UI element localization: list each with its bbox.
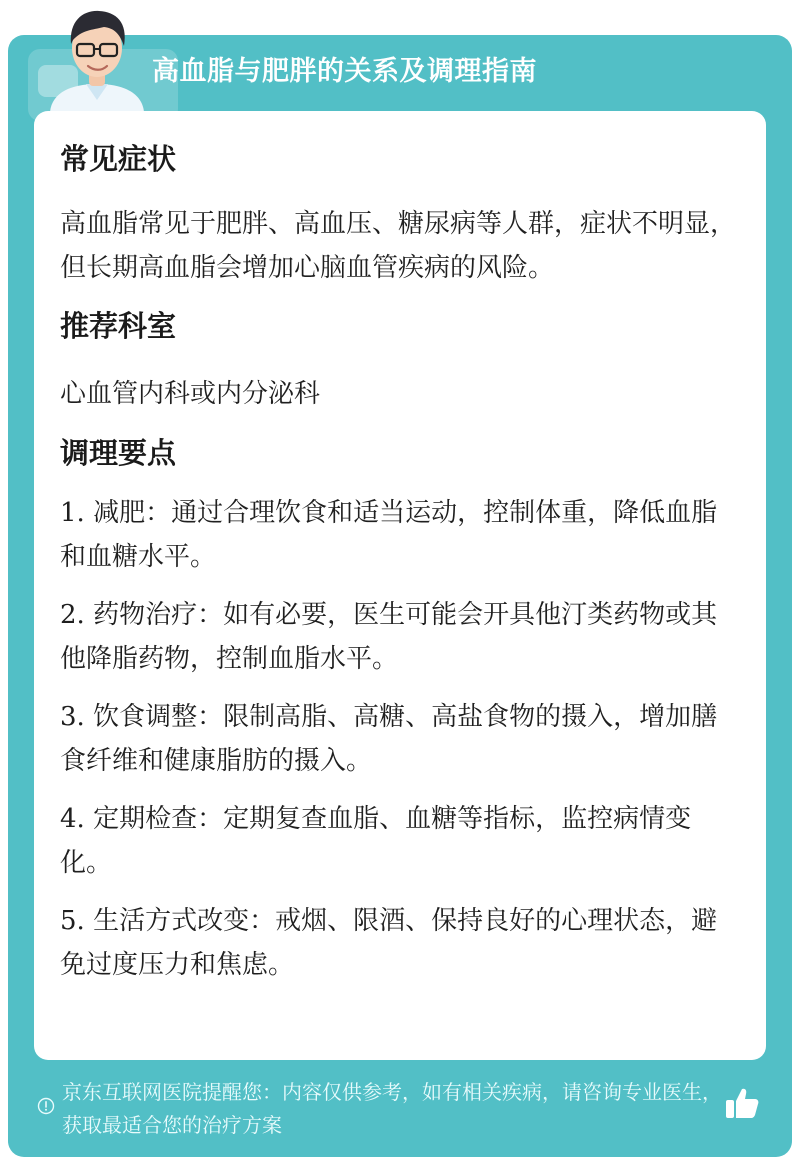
symptoms-heading: 常见症状 xyxy=(60,142,177,176)
content-card xyxy=(34,111,766,1060)
thumbs-up-icon[interactable] xyxy=(724,1086,760,1120)
list-item-number: 3. xyxy=(60,702,85,732)
list-item-number: 2. xyxy=(60,600,85,630)
list-item-text: 定期检查：定期复查血脂、血糖等指标，监控病情变化。 xyxy=(60,804,692,878)
department-text: 心血管内科或内分泌科 xyxy=(60,379,321,409)
list-item-text: 药物治疗：如有必要，医生可能会开具他汀类药物或其他降脂药物，控制血脂水平。 xyxy=(60,600,718,674)
list-item-text: 饮食调整：限制高脂、高糖、高盐食物的摄入，增加膳食纤维和健康脂肪的摄入。 xyxy=(60,702,718,776)
tips-heading: 调理要点 xyxy=(60,436,177,470)
symptoms-text: 高血脂常见于肥胖、高血压、糖尿病等人群，症状不明显，但长期高血脂会增加心脑血管疾病的风险。 xyxy=(60,209,737,283)
doctor-avatar-icon xyxy=(42,0,152,112)
list-item-text: 减肥：通过合理饮食和适当运动，控制体重，降低血脂和血糖水平。 xyxy=(60,498,718,572)
list-item-number: 1. xyxy=(60,498,85,528)
tips-list xyxy=(60,491,738,987)
department-heading: 推荐科室 xyxy=(60,309,177,343)
list-item-number: 5. xyxy=(60,906,85,936)
disclaimer-text: 京东互联网医院提醒您：内容仅供参考，如有相关疾病，请咨询专业医生，获取最适合您的治疗方案 xyxy=(62,1080,722,1137)
list-item-text: 生活方式改变：戒烟、限酒、保持良好的心理状态，避免过度压力和焦虑。 xyxy=(60,906,718,980)
list-item xyxy=(60,899,738,987)
info-icon xyxy=(37,1097,55,1115)
list-item xyxy=(60,695,738,783)
list-item xyxy=(60,797,738,885)
list-item-number: 4. xyxy=(60,804,85,834)
list-item xyxy=(60,491,738,579)
list-item xyxy=(60,593,738,681)
page-title: 高血脂与肥胖的关系及调理指南 xyxy=(152,56,537,87)
